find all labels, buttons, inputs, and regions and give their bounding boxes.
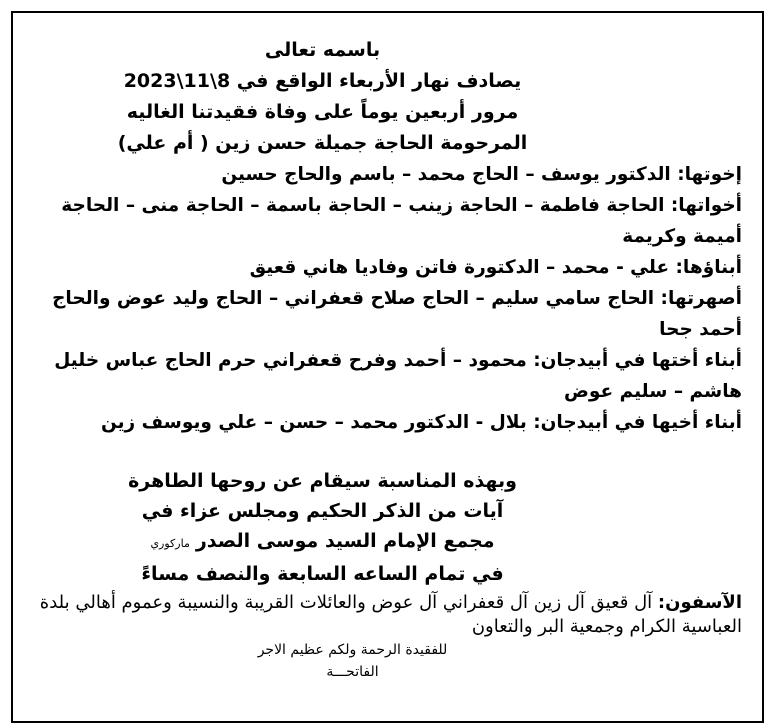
family-in-laws: أصهرتها: الحاج سامي سليم – الحاج صلاح قعفراني – الحاج وليد عوض والحاج أحمد جحا <box>52 288 742 340</box>
family-brothers: إخوتها: الدكتور يوسف – الحاج محمد – باسم والحاج حسين <box>221 164 742 185</box>
header-basmala: باسمه تعالى <box>264 39 381 61</box>
header-deceased-name: المرحومة الحاجة جميلة حسن زين ( أم علي) <box>117 132 528 154</box>
header-date-line: يصادف نهار الأربعاء الواقع في 8\11\2023 <box>123 70 522 92</box>
header-occasion-line: مرور أربعين يوماً على وفاة فقيدتنا الغاليه <box>126 101 519 123</box>
event-ceremony-line: آيات من الذكر الحكيم ومجلس عزاء في <box>141 500 504 522</box>
announcement-content <box>33 35 742 713</box>
family-children: أبناؤها: علي - محمد – الدكتورة فاتن وفاديا هاني قعيق <box>249 257 742 278</box>
event-time-line: في تمام الساعه السابعة والنصف مساءً <box>141 563 504 585</box>
event-intro-line: وبهذه المناسبة سيقام عن روحها الطاهرة <box>128 470 517 492</box>
section-spacer <box>33 438 742 466</box>
closing-fatiha: الفاتحـــة <box>326 664 379 680</box>
family-sister-children: أبناء أختها في أبيدجان: محمود – أحمد وفرح قعفراني حرم الحاج عباس خليل هاشم – سليم عوض <box>54 350 742 402</box>
event-venue-name: مجمع الإمام السيد موسى الصدر <box>195 530 495 552</box>
grievers-text: آل قعيق آل زين آل قعفراني آل عوض والعائلات القريبة والنسيبة وعموم أهالي بلدة العباسية الكرام وجمعية البر والتعاون <box>39 592 742 637</box>
closing-condolence: للفقيدة الرحمة ولكم عظيم الاجر <box>257 642 448 658</box>
family-brother-children: أبناء أخيها في أبيدجان: بلال - الدكتور محمد – حسن – علي ويوسف زين <box>100 412 742 433</box>
grievers-block <box>33 591 742 639</box>
event-venue-note: ماركوري <box>150 537 190 550</box>
announcement-frame <box>11 11 764 723</box>
event-venue-line <box>33 526 742 559</box>
grievers-label: الآسفون: <box>657 592 742 613</box>
family-sisters: أخواتها: الحاجة فاطمة – الحاجة زينب – الحاجة باسمة – الحاجة منى – الحاجة أميمة وكريمة <box>61 195 742 247</box>
